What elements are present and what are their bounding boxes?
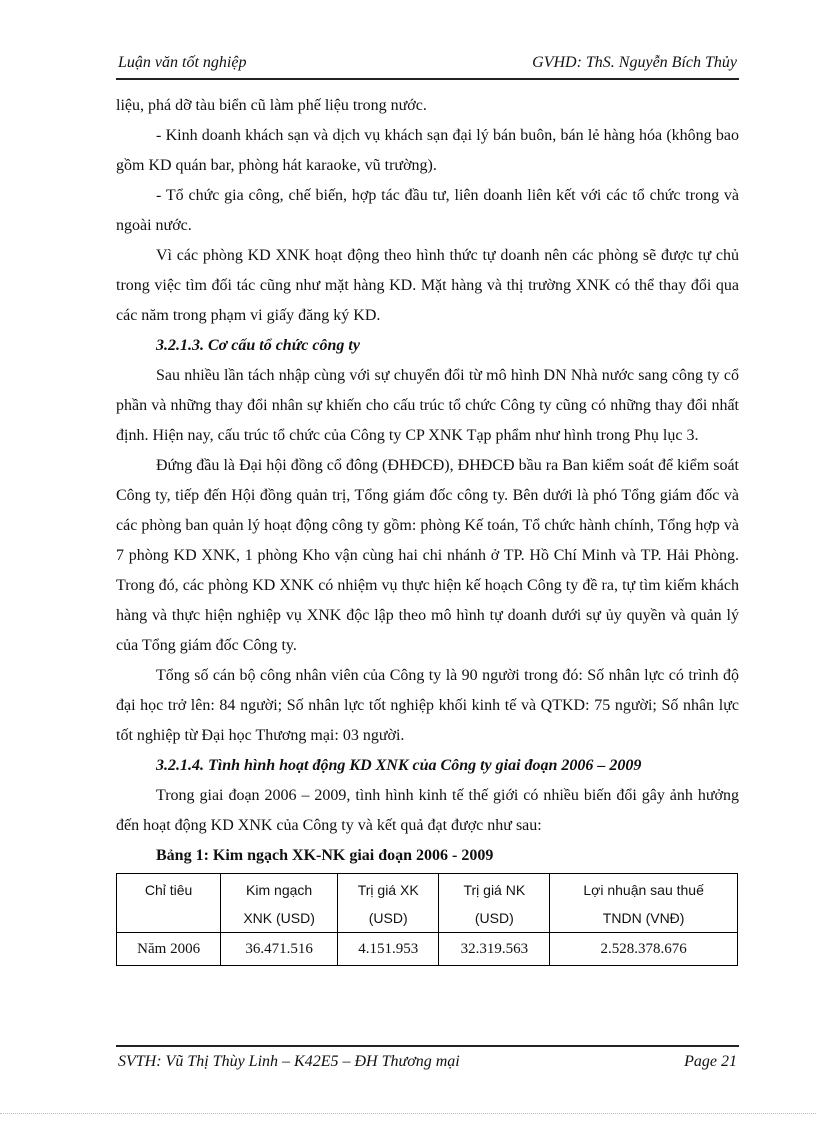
table-header-row [117,874,738,933]
column-header: Trị giá XK (USD) [338,874,439,933]
page-number: Page 21 [684,1053,737,1070]
page-body [116,91,739,966]
paragraph: Trong giai đoạn 2006 – 2009, tình hình kinh tế thế giới có nhiều biến đổi gây ảnh hưởng đến hoạt động KD XNK của Công ty và kết quả đạt được như sau: [116,787,739,834]
table-caption: Bảng 1: Kim ngạch XK-NK giai đoạn 2006 - 2009 [156,847,494,864]
table-cell: 36.471.516 [221,933,338,966]
table-row [117,933,738,966]
page-footer [116,1045,739,1077]
export-import-table [116,873,738,966]
paragraph: Vì các phòng KD XNK hoạt động theo hình thức tự doanh nên các phòng sẽ được tự chủ trong việc tìm đối tác cũng như mặt hàng KD. Mặt hàng và thị trường XNK có thể thay đổi qua các năm trong phạm vi giấy đăng ký KD. [116,247,739,324]
header-supervisor: GVHD: ThS. Nguyễn Bích Thủy [532,54,737,71]
paragraph: - Tổ chức gia công, chế biến, hợp tác đầu tư, liên doanh liên kết với các tổ chức trong và ngoài nước. [116,187,739,234]
table-cell: 32.319.563 [439,933,550,966]
paragraph: liệu, phá dỡ tàu biển cũ làm phế liệu trong nước. [116,97,427,114]
footer-author: SVTH: Vũ Thị Thùy Linh – K42E5 – ĐH Thương mại [118,1053,460,1070]
section-heading: 3.2.1.4. Tình hình hoạt động KD XNK của Công ty giai đoạn 2006 – 2009 [156,757,642,774]
column-header: Trị giá NK (USD) [439,874,550,933]
column-header: Lợi nhuận sau thuế TNDN (VNĐ) [550,874,738,933]
table-cell: Năm 2006 [117,933,221,966]
column-header: Kim ngạch XNK (USD) [221,874,338,933]
table-cell: 4.151.953 [338,933,439,966]
page-edge-divider [0,1113,816,1114]
paragraph: Đứng đầu là Đại hội đồng cổ đông (ĐHĐCĐ), ĐHĐCĐ bầu ra Ban kiểm soát để kiểm soát Công ty, tiếp đến Hội đồng quản trị, Tổng giám đốc công ty. Bên dưới là phó Tổng giám đốc và các phòng ban quản lý hoạt động công ty gồm: phòng Kế toán, Tổ chức hành chính, Tổng hợp và 7 phòng KD XNK, 1 phòng Kho vận cùng hai chi nhánh ở TP. Hồ Chí Minh và TP. Hải Phòng. Trong đó, các phòng KD XNK có nhiệm vụ thực hiện kế hoạch Công ty đề ra, tự tìm kiếm khách hàng và thực hiện nghiệp vụ XNK độc lập theo mô hình tự doanh dưới sự ủy quyền và quản lý của Tổng giám đốc Công ty. [116,457,739,654]
paragraph: Sau nhiều lần tách nhập cùng với sự chuyển đổi từ mô hình DN Nhà nước sang công ty cổ phần và những thay đổi nhân sự khiến cho cấu trúc tổ chức Công ty cũng có những thay đổi nhất định. Hiện nay, cấu trúc tổ chức của Công ty CP XNK Tạp phẩm như hình trong Phụ lục 3. [116,367,739,444]
paragraph: - Kinh doanh khách sạn và dịch vụ khách sạn đại lý bán buôn, bán lẻ hàng hóa (không bao gồm KD quán bar, phòng hát karaoke, vũ trường). [116,127,739,174]
table-cell: 2.528.378.676 [550,933,738,966]
page-header [116,50,739,80]
section-heading: 3.2.1.3. Cơ cấu tổ chức công ty [156,337,360,354]
header-thesis-label: Luận văn tốt nghiệp [118,54,247,71]
paragraph: Tổng số cán bộ công nhân viên của Công ty là 90 người trong đó: Số nhân lực có trình độ đại học trở lên: 84 người; Số nhân lực tốt nghiệp khối kinh tế và QTKD: 75 người; Số nhân lực tốt nghiệp từ Đại học Thương mại: 03 người. [116,667,739,744]
column-header: Chỉ tiêu [117,874,221,933]
